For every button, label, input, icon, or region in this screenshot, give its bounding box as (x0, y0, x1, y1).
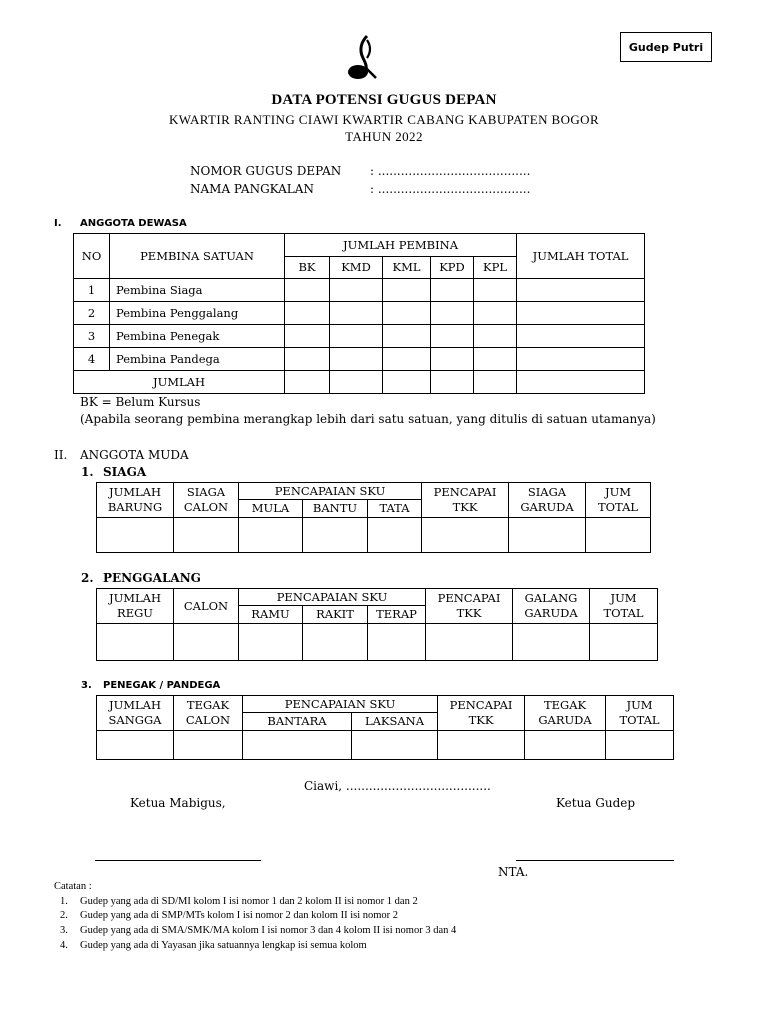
anggota-dewasa-table (73, 233, 645, 394)
input-cell[interactable] (431, 279, 474, 302)
header-jumlah-barung: JUMLAH BARUNG (97, 483, 174, 518)
row-no: 3 (74, 325, 110, 348)
header-pencapaian-sku: PENCAPAIAN SKU (243, 696, 438, 713)
input-cell[interactable] (586, 518, 651, 553)
input-cell[interactable] (383, 348, 431, 371)
catatan-item-text: Gudep yang ada di Yayasan jika satuannya lengkap isi semua kolom (80, 940, 367, 951)
penggalang-number: 2. (81, 571, 94, 585)
header-kml: KML (383, 257, 431, 279)
section-1-number: I. (54, 218, 62, 229)
header-siaga-calon: SIAGA CALON (174, 483, 239, 518)
input-cell[interactable] (525, 731, 606, 760)
header-bk: BK (285, 257, 330, 279)
input-cell[interactable] (431, 348, 474, 371)
input-cell[interactable] (431, 371, 474, 394)
input-cell[interactable] (517, 348, 645, 371)
header-tegak-calon: TEGAK CALON (174, 696, 243, 731)
header-jumlah-total: JUMLAH TOTAL (517, 234, 645, 279)
table-row (74, 325, 645, 348)
input-cell[interactable] (97, 518, 174, 553)
row-no: 4 (74, 348, 110, 371)
header-jum-total: JUM TOTAL (590, 589, 658, 624)
input-cell[interactable] (517, 325, 645, 348)
section-2-title: ANGGOTA MUDA (80, 448, 189, 462)
input-cell[interactable] (431, 302, 474, 325)
input-cell[interactable] (174, 731, 243, 760)
header-mula: MULA (239, 500, 303, 518)
jumlah-row (74, 371, 645, 394)
header-kpl: KPL (474, 257, 517, 279)
header-pencapaian-sku: PENCAPAIAN SKU (239, 589, 426, 606)
header-pencapai-tkk: PENCAPAI TKK (426, 589, 513, 624)
ketua-gudep-label: Ketua Gudep (556, 796, 636, 810)
header-pencapaian-sku: PENCAPAIAN SKU (239, 483, 422, 500)
header-bantara: BANTARA (243, 713, 352, 731)
header-jumlah-pembina: JUMLAH PEMBINA (285, 234, 517, 257)
table-row (97, 731, 674, 760)
header-jum-total: JUM TOTAL (606, 696, 674, 731)
input-cell[interactable] (426, 624, 513, 661)
header-pencapai-tkk: PENCAPAI TKK (438, 696, 525, 731)
catatan-item-number: 1. (60, 896, 68, 907)
table-row (97, 624, 658, 661)
gudep-putri-badge: Gudep Putri (620, 32, 712, 62)
row-no: 1 (74, 279, 110, 302)
header-galang-garuda: GALANG GARUDA (513, 589, 590, 624)
table-row (74, 302, 645, 325)
signature-line-mabigus (95, 860, 261, 861)
catatan-item-text: Gudep yang ada di SMA/SMK/MA kolom I isi nomor 3 dan 4 kolom II isi nomor 3 dan 4 (80, 925, 457, 936)
input-cell[interactable] (517, 371, 645, 394)
input-cell[interactable] (285, 371, 330, 394)
input-cell[interactable] (509, 518, 586, 553)
input-cell[interactable] (590, 624, 658, 661)
document-title: DATA POTENSI GUGUS DEPAN (271, 92, 497, 108)
penegak-number: 3. (81, 680, 92, 691)
document-subtitle: KWARTIR RANTING CIAWI KWARTIR CABANG KABUPATEN BOGOR (168, 112, 600, 127)
nta-label: NTA. (498, 865, 529, 879)
catatan-item-text: Gudep yang ada di SMP/MTs kolom I isi nomor 2 dan kolom II isi nomor 2 (80, 910, 399, 921)
header-jumlah-sangga: JUMLAH SANGGA (97, 696, 174, 731)
input-cell[interactable] (239, 518, 303, 553)
input-cell[interactable] (368, 624, 426, 661)
row-name: Pembina Pandega (110, 348, 285, 371)
input-cell[interactable] (303, 624, 368, 661)
header-laksana: LAKSANA (352, 713, 438, 731)
input-cell[interactable] (97, 731, 174, 760)
input-cell[interactable] (438, 731, 525, 760)
siaga-table (96, 482, 651, 553)
input-cell[interactable] (383, 325, 431, 348)
header-calon: CALON (174, 589, 239, 624)
header-kpd: KPD (431, 257, 474, 279)
header-kmd: KMD (330, 257, 383, 279)
row-name: Pembina Penggalang (110, 302, 285, 325)
input-cell[interactable] (174, 624, 239, 661)
table-row (74, 348, 645, 371)
input-cell[interactable] (174, 518, 239, 553)
input-cell[interactable] (239, 624, 303, 661)
input-cell[interactable] (97, 624, 174, 661)
input-cell[interactable] (383, 279, 431, 302)
input-cell[interactable] (422, 518, 509, 553)
catatan-title: Catatan : (54, 881, 92, 892)
input-cell[interactable] (330, 302, 383, 325)
input-cell[interactable] (303, 518, 368, 553)
note-bk: BK = Belum Kursus (80, 395, 201, 409)
field-label-nomor-gugus-depan: NOMOR GUGUS DEPAN (190, 164, 342, 178)
row-no: 2 (74, 302, 110, 325)
field-value-nomor-gugus-depan[interactable]: : ........................................ (370, 164, 531, 178)
header-no: NO (74, 234, 110, 279)
tunas-kelapa-logo (345, 34, 381, 82)
header-siaga-garuda: SIAGA GARUDA (509, 483, 586, 518)
input-cell[interactable] (431, 325, 474, 348)
penggalang-table (96, 588, 658, 661)
input-cell[interactable] (285, 302, 330, 325)
place-date: Ciawi, ...................................... (304, 779, 491, 793)
header-ramu: RAMU (239, 606, 303, 624)
jumlah-label: JUMLAH (74, 371, 285, 394)
header-terap: TERAP (368, 606, 426, 624)
catatan-item-number: 3. (60, 925, 68, 936)
row-name: Pembina Penegak (110, 325, 285, 348)
input-cell[interactable] (383, 302, 431, 325)
input-cell[interactable] (285, 348, 330, 371)
input-cell[interactable] (474, 279, 517, 302)
table-row (74, 279, 645, 302)
input-cell[interactable] (606, 731, 674, 760)
input-cell[interactable] (513, 624, 590, 661)
siaga-number: 1. (81, 465, 94, 479)
section-2-number: II. (54, 448, 68, 462)
input-cell[interactable] (368, 518, 422, 553)
penegak-table (96, 695, 674, 760)
row-name: Pembina Siaga (110, 279, 285, 302)
field-value-nama-pangkalan[interactable]: : ........................................ (370, 182, 531, 196)
ketua-mabigus-label: Ketua Mabigus, (130, 796, 226, 810)
input-cell[interactable] (517, 302, 645, 325)
catatan-item-number: 2. (60, 910, 68, 921)
input-cell[interactable] (285, 325, 330, 348)
input-cell[interactable] (383, 371, 431, 394)
input-cell[interactable] (474, 348, 517, 371)
input-cell[interactable] (474, 302, 517, 325)
note-pembina: (Apabila seorang pembina merangkap lebih dari satu satuan, yang ditulis di satuan utamanya) (80, 412, 656, 426)
header-tata: TATA (368, 500, 422, 518)
input-cell[interactable] (330, 371, 383, 394)
input-cell[interactable] (330, 348, 383, 371)
siaga-title: SIAGA (103, 465, 147, 479)
signature-line-gudep (516, 860, 674, 861)
input-cell[interactable] (330, 279, 383, 302)
input-cell[interactable] (352, 731, 438, 760)
document-year: TAHUN 2022 (345, 129, 423, 144)
input-cell[interactable] (330, 325, 383, 348)
penegak-title: PENEGAK / PANDEGA (103, 680, 221, 691)
header-rakit: RAKIT (303, 606, 368, 624)
header-pembina-satuan: PEMBINA SATUAN (110, 234, 285, 279)
header-pencapai-tkk: PENCAPAI TKK (422, 483, 509, 518)
header-tegak-garuda: TEGAK GARUDA (525, 696, 606, 731)
catatan-item-number: 4. (60, 940, 68, 951)
header-jumlah-regu: JUMLAH REGU (97, 589, 174, 624)
section-1-title: ANGGOTA DEWASA (80, 218, 187, 229)
catatan-item-text: Gudep yang ada di SD/MI kolom I isi nomor 1 dan 2 kolom II isi nomor 1 dan 2 (80, 896, 418, 907)
input-cell[interactable] (243, 731, 352, 760)
input-cell[interactable] (517, 279, 645, 302)
input-cell[interactable] (285, 279, 330, 302)
table-row (97, 518, 651, 553)
header-bantu: BANTU (303, 500, 368, 518)
header-jum-total: JUM TOTAL (586, 483, 651, 518)
input-cell[interactable] (474, 371, 517, 394)
field-label-nama-pangkalan: NAMA PANGKALAN (190, 182, 314, 196)
input-cell[interactable] (474, 325, 517, 348)
penggalang-title: PENGGALANG (103, 571, 201, 585)
